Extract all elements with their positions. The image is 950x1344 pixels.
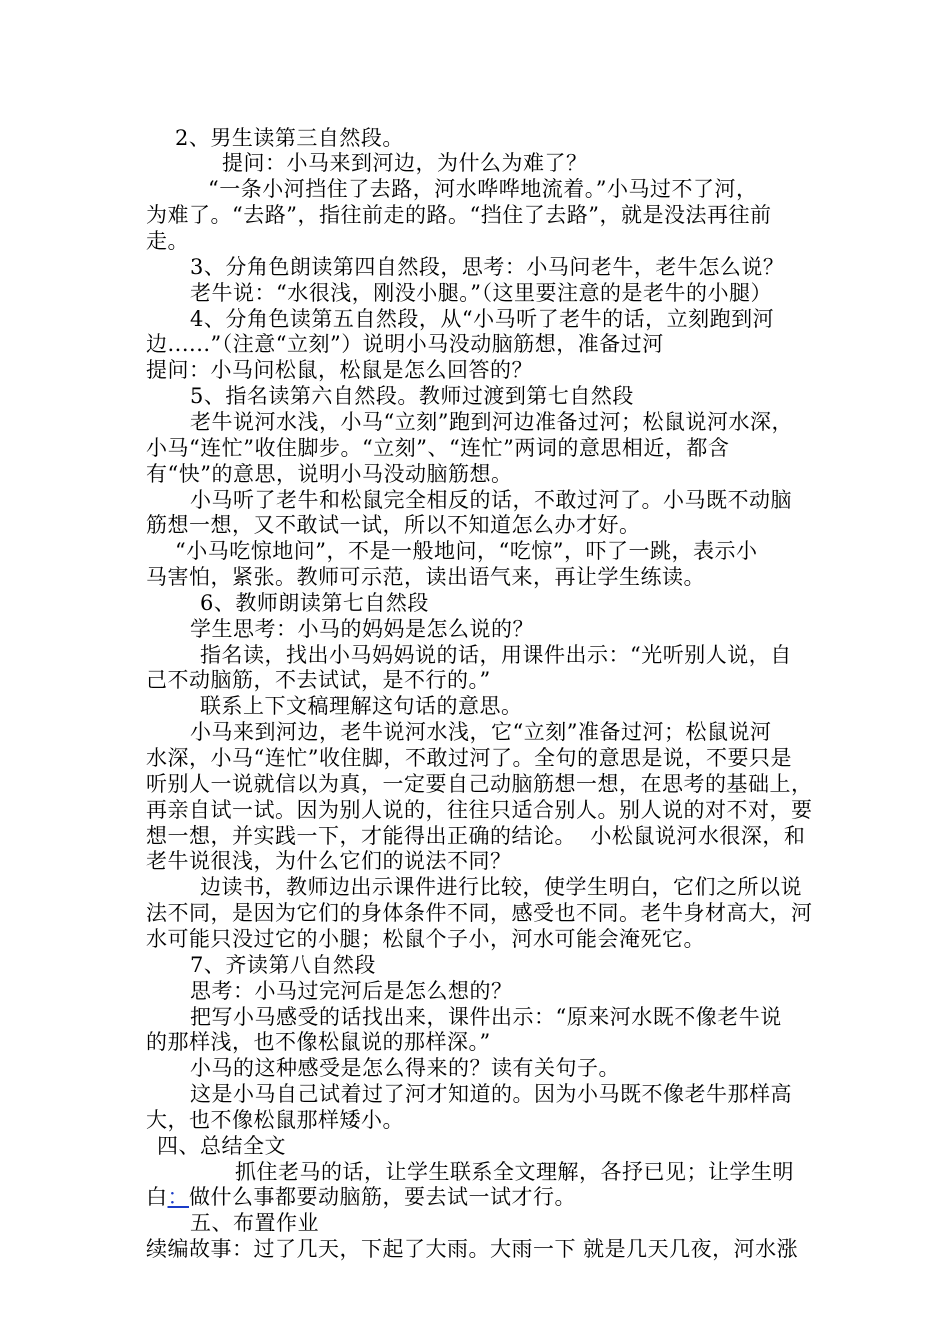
text-line: 思考：小马过完河后是怎么想的？	[190, 979, 513, 1003]
text-line: 小马来到河边，老牛说河水浅，它“立刻”准备过河；松鼠说河	[190, 720, 772, 744]
text-fragment: 白	[146, 1185, 168, 1209]
text-line: 指名读，找出小马妈妈说的话，用课件出示：“光听别人说，自	[200, 643, 792, 667]
text-line: 大，也不像松鼠那样矮小。	[146, 1108, 404, 1132]
text-line: 7、齐读第八自然段	[190, 953, 376, 977]
text-line: 老牛说很浅，为什么它们的说法不同？	[146, 849, 512, 873]
text-line: 提问：小马问松鼠，松鼠是怎么回答的？	[146, 358, 533, 382]
text-line: 续编故事：过了几天，下起了大雨。大雨一下 就是几天几夜，河水涨	[146, 1237, 799, 1261]
text-line: 再亲自试一试。因为别人说的，往往只适合别人。别人说的对不对，要	[146, 798, 813, 822]
text-line: 6、教师朗读第七自然段	[200, 591, 429, 615]
text-line: 4、分角色读第五自然段，从“小马听了老牛的话，立刻跑到河	[190, 307, 775, 331]
text-line: 2、男生读第三自然段。	[175, 126, 404, 150]
text-line: 边读书，教师边出示课件进行比较，使学生明白，它们之所以说	[200, 875, 802, 899]
text-line: 水可能只没过它的小腿；松鼠个子小，河水可能会淹死它。	[146, 927, 705, 951]
text-line: 五、布置作业	[190, 1211, 319, 1235]
text-line: 法不同，是因为它们的身体条件不同，感受也不同。老牛身材高大，河	[146, 901, 813, 925]
text-line: 听别人一说就信以为真，一定要自己动脑筋想一想，在思考的基础上，	[146, 772, 813, 796]
text-line: 小马的这种感受是怎么得来的？读有关句子。	[190, 1056, 620, 1080]
text-line: 小马“连忙”收住脚步。“立刻”、“连忙”两词的意思相近，都含	[146, 436, 730, 460]
text-line: 四、总结全文	[157, 1134, 286, 1158]
text-line: 想一想，并实践一下，才能得出正确的结论。 小松鼠说河水很深，和	[146, 824, 806, 848]
text-line: 小马听了老牛和松鼠完全相反的话，不敢过河了。小马既不动脑	[190, 488, 792, 512]
text-line: 老牛说：“水很浅，刚没小腿。”（这里要注意的是老牛的小腿）	[190, 281, 772, 305]
text-line: 提问：小马来到河边，为什么为难了？	[222, 151, 588, 175]
text-line: 边......”（注意“立刻”）说明小马没动脑筋想，准备过河	[146, 332, 664, 356]
text-line: 走。	[146, 229, 189, 253]
hyperlink-colon[interactable]: ：	[167, 1185, 189, 1209]
text-line: 有“快”的意思，说明小马没动脑筋想。	[146, 462, 513, 486]
text-line: 3、分角色朗读第四自然段，思考：小马问老牛，老牛怎么说？	[190, 255, 785, 279]
text-line: 学生思考：小马的妈妈是怎么说的？	[190, 617, 534, 641]
text-line: 马害怕，紧张。教师可示范，读出语气来，再让学生练读。	[146, 565, 705, 589]
text-line	[146, 1183, 576, 1211]
text-fragment: 做什么事都要动脑筋，要去试一试才行。	[189, 1185, 576, 1209]
text-line: “一条小河挡住了去路，河水哗哗地流着。”小马过不了河，	[208, 177, 758, 201]
text-line: 水深，小马“连忙”收住脚，不敢过河了。全句的意思是说，不要只是	[146, 746, 792, 770]
text-line: 老牛说河水浅，小马“立刻”跑到河边准备过河；松鼠说河水深，	[190, 410, 793, 434]
text-line: 这是小马自己试着过了河才知道的。因为小马既不像老牛那样高	[190, 1082, 792, 1106]
text-line: 5、指名读第六自然段。教师过渡到第七自然段	[190, 384, 634, 408]
text-line: 抓住老马的话，让学生联系全文理解，各抒已见；让学生明	[235, 1160, 794, 1184]
text-line: 的那样浅，也不像松鼠说的那样深。”	[146, 1030, 491, 1054]
text-line: “小马吃惊地问”，不是一般地问，“吃惊”，吓了一跳，表示小	[175, 539, 758, 563]
text-line: 筋想一想，又不敢试一试，所以不知道怎么办才好。	[146, 513, 641, 537]
text-line: 联系上下文稿理解这句话的意思。	[200, 694, 523, 718]
text-line: 为难了。“去路”，指往前走的路。“挡住了去路”，就是没法再往前	[146, 203, 772, 227]
text-line: 把写小马感受的话找出来，课件出示：“原来河水既不像老牛说	[190, 1005, 782, 1029]
text-line: 己不动脑筋，不去试试，是不行的。”	[146, 668, 491, 692]
